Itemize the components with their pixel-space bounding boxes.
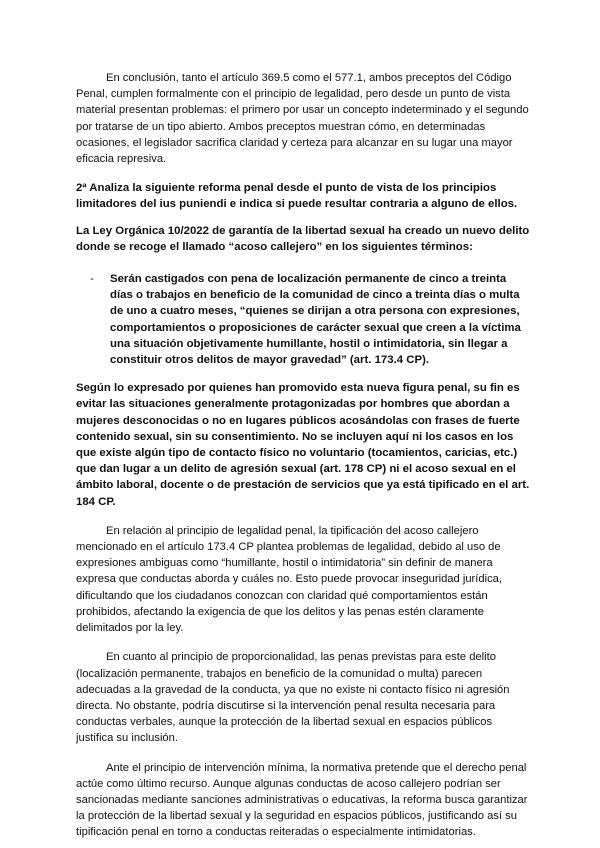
conclusion-paragraph: En conclusión, tanto el artículo 369.5 como el 577.1, ambos preceptos del Código Penal, cumplen formalmente con el principio de legalidad, pero desde un punto de vista material presentan problemas: el primero por usar un concepto indeterminado y el segundo por tratarse de un tipo abierto. Ambos preceptos muestran cómo, en determinadas ocasiones, el legislador sacrifica claridad y certeza para alcanzar en su lugar una mayor eficacia represiva. — [76, 72, 529, 166]
question-heading: 2ª Analiza la siguiente reforma penal desde el punto de vista de los principios limitadores del ius puniendi e indica si puede resultar contraria a alguno de ellos. — [76, 182, 518, 211]
minimum-intervention-paragraph: Ante el principio de intervención mínima, la normativa pretende que el derecho penal actúe como último recurso. Aunque algunas conductas de acoso callejero podrían ser sancionadas mediante sanciones administrativas o educativas, la reforma busca garantizar la protección de la libertad sexual y la seguridad en espacios públicos, justificando así su tipificación penal en torno a conductas reiteradas o especialmente intimidatorias. — [76, 761, 528, 839]
law-quote-text: Serán castigados con pena de localización permanente de cinco a treinta días o trabajos en beneficio de la comunidad de cinco a treinta días o multa de uno a cuatro meses, “quienes se dirijan a otra persona con expresiones, comportamientos o proposiciones de carácter sexual que creen a la víctima una situación objetivamente humillante, hostil o intimidatoria, sin llegar a constituir otros delitos de mayor gravedad” (art. 173.4 CP). — [110, 273, 521, 367]
context-paragraph: Según lo expresado por quienes han promovido esta nueva figura penal, su fin es evitar las situaciones generalmente protagonizadas por hombres que abordan a mujeres desconocidas o no en lugares públicos acosándolas con frases de fuerte contenido sexual, sin su consentimiento. No se incluyen aquí ni los casos en los que existe algún tipo de contacto físico no voluntario (tocamientos, caricias, etc.) que dan lugar a un delito de agresión sexual (art. 178 CP) ni el acoso sexual en el ámbito laboral, docente o de prestación de servicios que ya está tipificado en el art. 184 CP. — [76, 382, 530, 508]
law-intro-paragraph: La Ley Orgánica 10/2022 de garantía de la libertad sexual ha creado un nuevo delito donde se recoge el llamado “acoso callejero” en los siguientes términos: — [76, 224, 530, 253]
legality-paragraph: En relación al principio de legalidad penal, la tipificación del acoso callejero mencionado en el artículo 173.4 CP plantea problemas de legalidad, debido al uso de expresiones ambiguas como “humillante, hostil o intimidatoria” sin definir de manera expresa que conductas aborda y cuáles no. Esto puede provocar inseguridad jurídica, dificultando que los ciudadanos conozcan con claridad qué comportamientos están prohibidos, afectando la exigencia de que los delitos y las penas estén claramente delimitados por la ley. — [76, 524, 503, 635]
quote-bullet: - — [90, 273, 94, 286]
law-quote-item — [90, 271, 530, 368]
proportionality-paragraph: En cuanto al principio de proporcionalidad, las penas previstas para este delito (localización permanente, trabajos en beneficio de la comunidad o multa) parecen adecuadas a la gravedad de la conducta, ya que no existe ni contacto físico ni agresión directa. No obstante, podría discutirse si la intervención penal resulta necesaria para conductas verbales, aunque la protección de la libertad sexual en espacios públicos justifica su inclusión. — [76, 651, 510, 745]
